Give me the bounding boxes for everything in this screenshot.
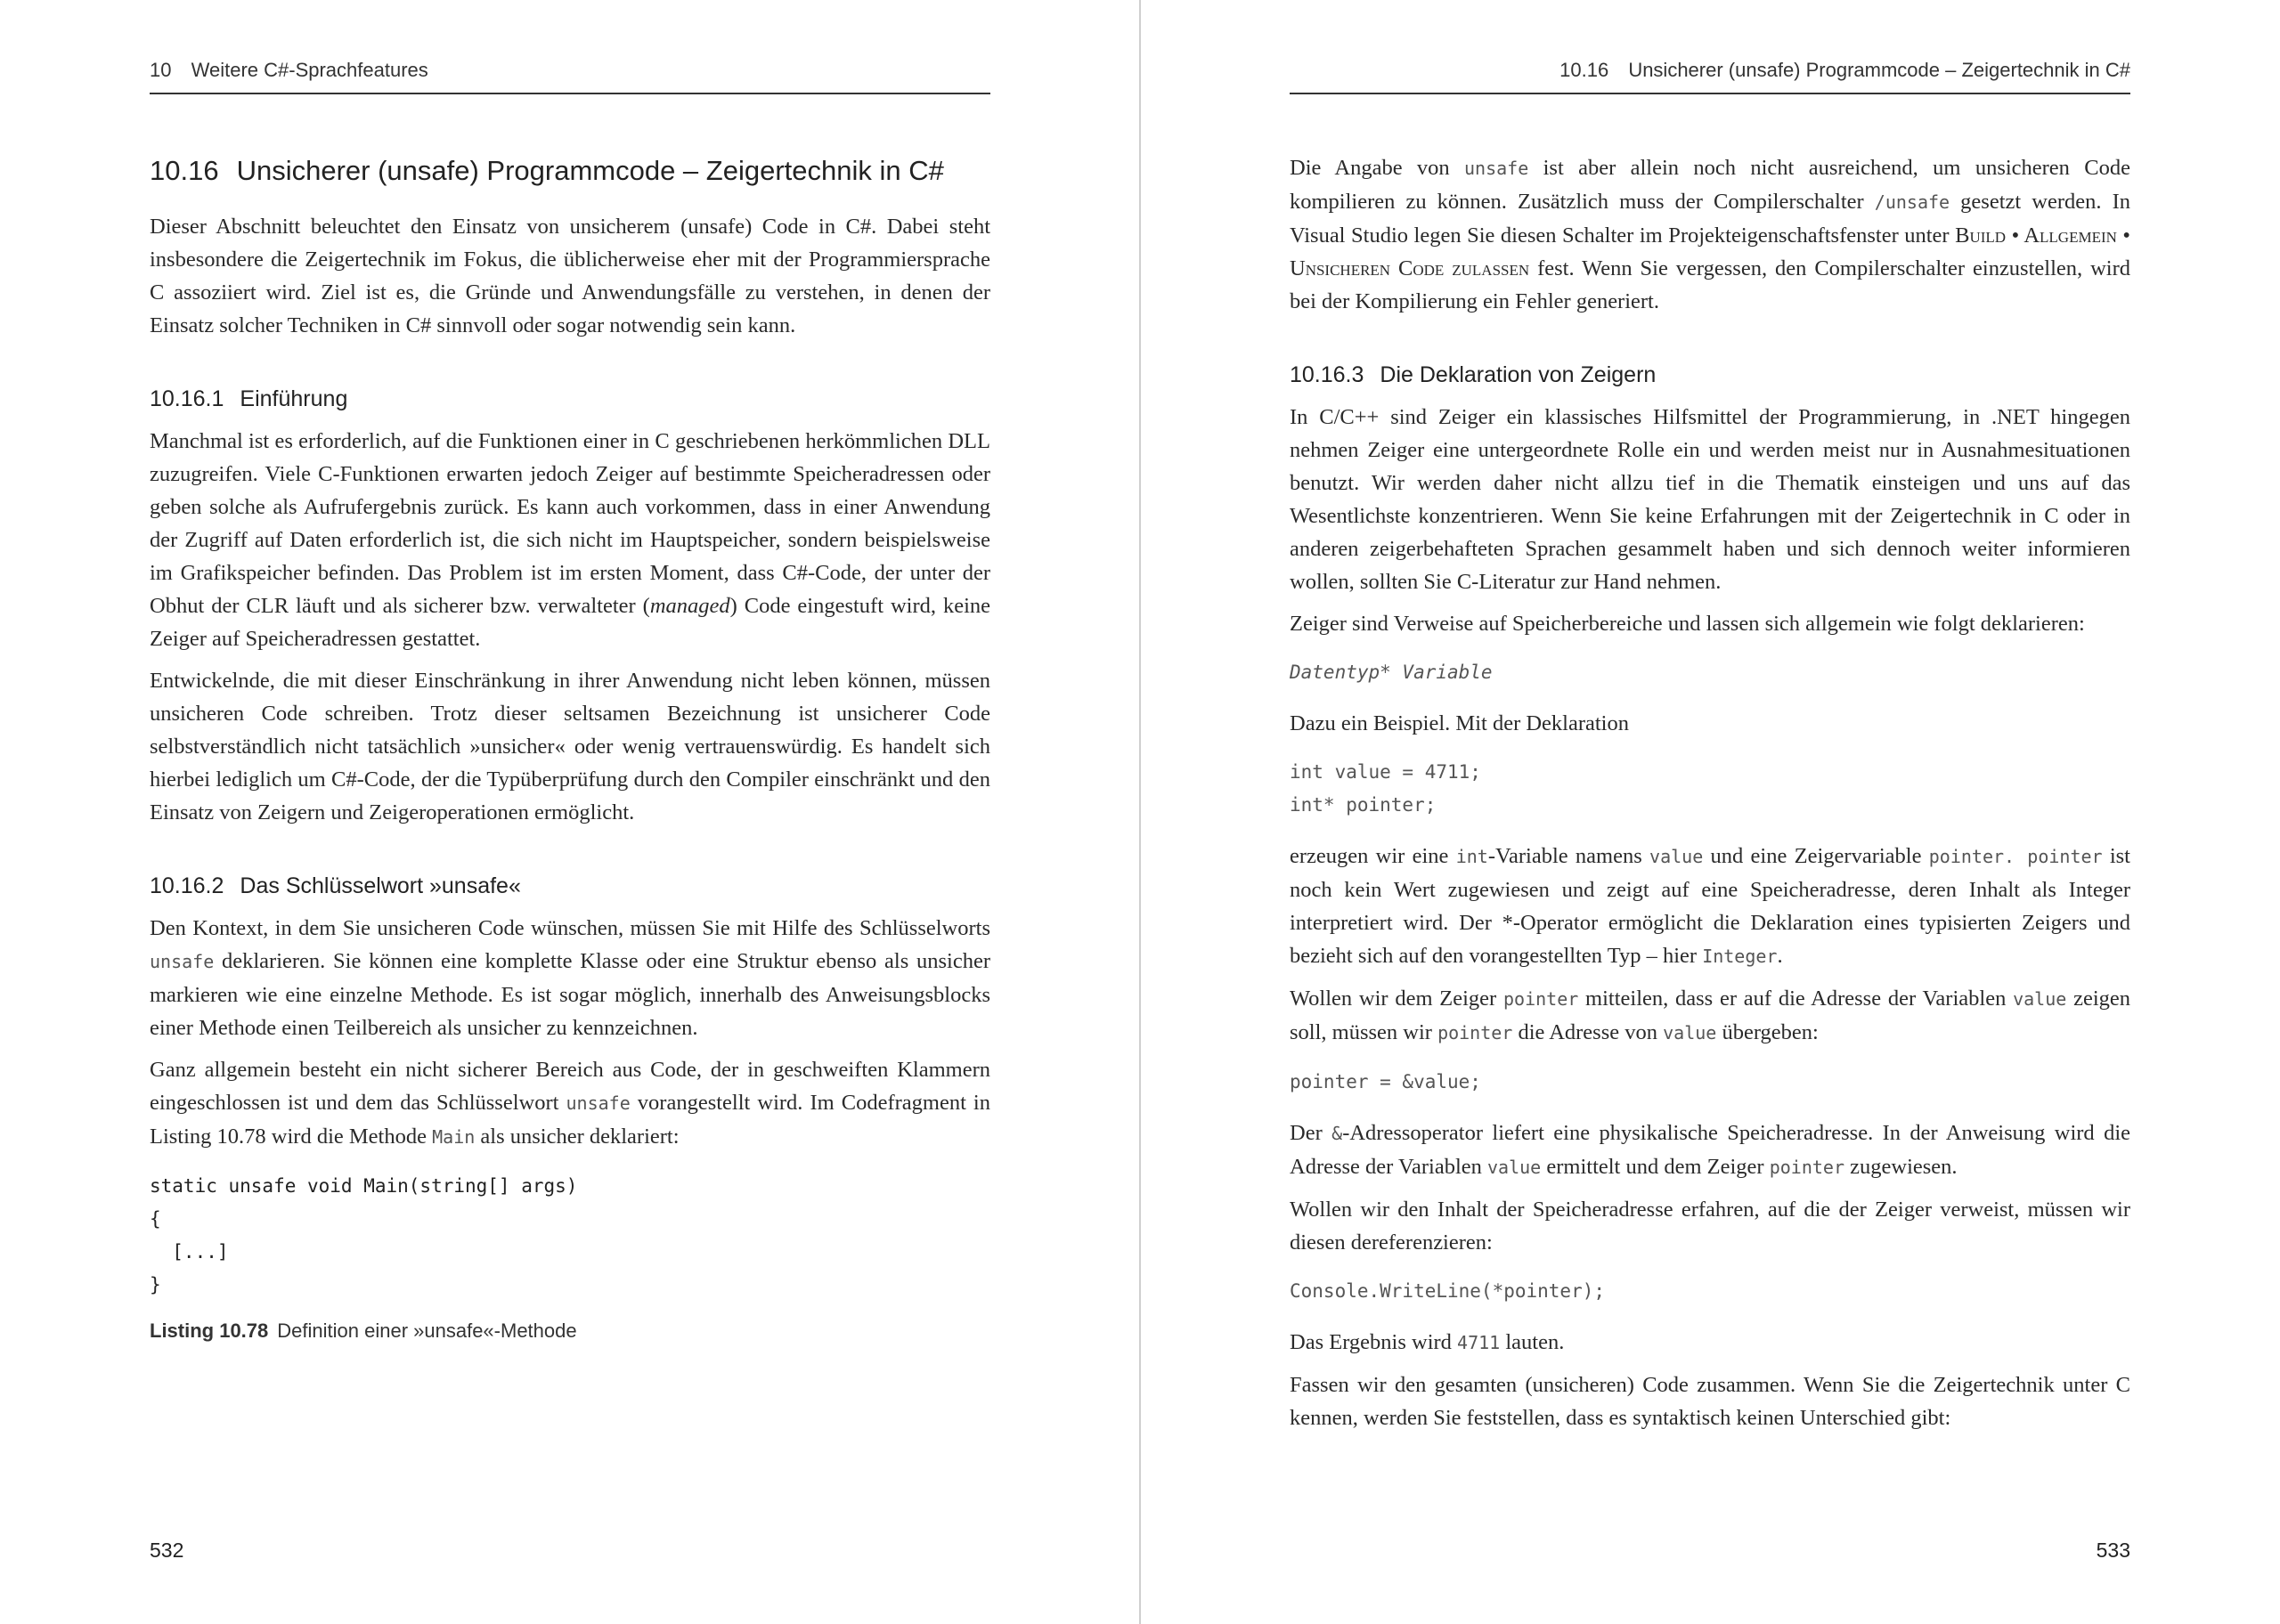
section-title: Unsicherer (unsafe) Programmcode – Zeigertechnik in C# bbox=[1628, 59, 2130, 81]
section-number: 10.16 bbox=[1559, 59, 1609, 81]
paragraph bbox=[1290, 1326, 2130, 1360]
subsection-heading-2 bbox=[150, 873, 990, 899]
paragraph: Zeiger sind Verweise auf Speicherbereiche und lassen sich allgemein wie folgt deklarieren: bbox=[1290, 612, 2085, 636]
menu-path: Build • Allgemein • Unsicheren Code zulassen bbox=[1290, 223, 2130, 280]
paragraph bbox=[150, 425, 990, 655]
inline-code: pointer. pointer bbox=[1928, 846, 2103, 867]
emphasis-text: managed bbox=[649, 594, 730, 618]
text-run: Ganz allgemein besteht ein nicht sicherer Bereich aus Code, der in geschweiften Klammern eingeschlossen ist und dem das Schlüsselwort bbox=[150, 1058, 990, 1115]
paragraph bbox=[150, 912, 990, 1044]
inline-code: int bbox=[1455, 846, 1488, 867]
inline-code: unsafe bbox=[566, 1092, 631, 1114]
inline-code: value bbox=[1487, 1157, 1542, 1178]
code-block: int value = 4711; int* pointer; bbox=[1290, 761, 1481, 816]
inline-code: value bbox=[1649, 846, 1704, 867]
left-content bbox=[150, 151, 990, 1343]
paragraph bbox=[1290, 1116, 2130, 1184]
inline-code: value bbox=[2013, 988, 2067, 1010]
text-run: als unsicher deklariert: bbox=[475, 1125, 680, 1149]
text-run: fest. Wenn Sie vergessen, den Compilerschalter einzustellen, wird bei der Kompilierung ein Fehler generiert. bbox=[1290, 256, 2130, 313]
inline-code: & bbox=[1331, 1123, 1343, 1144]
text-run: ist noch kein Wert zugewiesen und zeigt auf eine Speicheradresse, deren Inhalt als Integer interpretiert wird. Der *-Operator ermöglicht die Deklaration eines typisierten Zeigers und bezieht sich auf den vorangestellten Typ – hier bbox=[1290, 844, 2130, 968]
paragraph: Entwickelnde, die mit dieser Einschränkung in ihrer Anwendung nicht leben können, müssen unsicheren Code schreiben. Trotz dieser seltsamen Bezeichnung ist unsicherer Code selbstverständlich nicht tatsächlich »unsicher« oder wenig vertrauenswürdig. Es handelt sich hierbei lediglich um C#-Code, der die Typüberprüfung durch den Compiler einschränkt und den Einsatz von Zeigern und Zeigeroperationen ermöglicht. bbox=[150, 669, 990, 824]
paragraph bbox=[1290, 982, 2130, 1050]
text-run: deklarieren. Sie können eine komplette Klasse oder eine Struktur ebenso als unsicher markieren wie eine einzelne Methode. Es ist sogar möglich, innerhalb des Anweisungsblocks einer Methode einen Teilbereich als unsicher zu kennzeichnen. bbox=[150, 949, 990, 1040]
subsection-heading-1 bbox=[150, 386, 990, 412]
paragraph: Wollen wir den Inhalt der Speicheradresse erfahren, auf die der Zeiger verweist, müssen wir diesen dereferenzieren: bbox=[1290, 1198, 2130, 1255]
paragraph: In C/C++ sind Zeiger ein klassisches Hilfsmittel der Programmierung, in .NET hingegen nehmen Zeiger eine untergeordnete Rolle ein und werden meist nur in Ausnahmesituationen benutzt. Wir werden daher nicht allzu tief in die Thematik einsteigen und uns auf das Wesentlichste konzentrieren. Wenn Sie keine Erfahrungen mit der Zeigertechnik in C oder in anderen zeigerbehafteten Sprachen gesammelt haben und sich dennoch weiter informieren wollen, sollten Sie C-Literatur zur Hand nehmen. bbox=[1290, 405, 2130, 594]
inline-code: pointer bbox=[1437, 1022, 1513, 1043]
chapter-number: 10 bbox=[150, 59, 172, 81]
subsection-number: 10.16.3 bbox=[1290, 362, 1364, 387]
text-run: ermittelt und dem Zeiger bbox=[1541, 1155, 1770, 1179]
text-run: Die Angabe von bbox=[1290, 156, 1465, 180]
inline-code: Main bbox=[432, 1126, 476, 1148]
paragraph: Dazu ein Beispiel. Mit der Deklaration bbox=[1290, 711, 1629, 735]
text-run: -Adressoperator liefert eine physikalische Speicheradresse. In der Anweisung wird die Adresse der Variablen bbox=[1290, 1121, 2131, 1179]
text-run: Den Kontext, in dem Sie unsicheren Code wünschen, müssen Sie mit Hilfe des Schlüsselworts bbox=[150, 916, 990, 940]
text-run: und eine Zeigervariable bbox=[1703, 844, 1929, 868]
text-run: Manchmal ist es erforderlich, auf die Funktionen einer in C geschriebenen herkömmlichen DLL zuzugreifen. Viele C-Funktionen erwarten jedoch Zeiger auf bestimmte Speicheradressen oder geben solche als Aufrufergebnis zurück. Es kann auch vorkommen, dass in einer Anwendung der Zugriff auf Daten erforderlich ist, die sich nicht im Hauptspeicher, sondern beispielsweise im Grafikspeicher befinden. Das Problem ist im ersten Moment, dass C#-Code, der unter der Obhut der CLR läuft und als sicherer bzw. verwalteter ( bbox=[150, 429, 990, 618]
text-run: zugewiesen. bbox=[1844, 1155, 1958, 1179]
text-run: lauten. bbox=[1500, 1330, 1565, 1354]
inline-code: pointer bbox=[1502, 988, 1579, 1010]
text-run: ) Code eingestuft wird, keine Zeiger auf Speicheradressen gestattet. bbox=[150, 594, 991, 651]
subsection-title: Die Deklaration von Zeigern bbox=[1380, 362, 1657, 387]
left-page bbox=[150, 0, 990, 1624]
text-run: erzeugen wir eine bbox=[1290, 844, 1456, 868]
right-content bbox=[1290, 151, 2130, 1443]
text-run: Der bbox=[1290, 1121, 1332, 1145]
section-number: 10.16 bbox=[150, 155, 219, 186]
listing-text: Definition einer »unsafe«-Methode bbox=[277, 1320, 577, 1342]
text-run: gesetzt werden. In Visual Studio legen Sie diesen Schalter im Projekteigenschaftsfenster unter bbox=[1290, 190, 2131, 248]
text-run: ist aber allein noch nicht ausreichend, um unsicheren Code kompilieren zu können. Zusätzlich muss der Compilerschalter bbox=[1290, 156, 2130, 214]
code-block: static unsafe void Main(string[] args) { [...] } bbox=[150, 1175, 578, 1295]
paragraph bbox=[150, 1053, 990, 1154]
right-page bbox=[1290, 0, 2130, 1624]
inline-code: value bbox=[1663, 1022, 1717, 1043]
paragraph bbox=[1290, 151, 2130, 318]
page-number-left: 532 bbox=[150, 1539, 184, 1562]
text-run: übergeben: bbox=[1716, 1020, 1819, 1044]
inline-code: unsafe bbox=[1464, 158, 1529, 179]
subsection-number: 10.16.1 bbox=[150, 386, 224, 411]
inline-code: pointer bbox=[1769, 1157, 1845, 1178]
text-run: Wollen wir dem Zeiger bbox=[1290, 987, 1503, 1011]
text-run: vorangestellt wird. Im Codefragment in Listing 10.78 wird die Methode bbox=[150, 1091, 990, 1149]
text-run: zeigen soll, müssen wir bbox=[1290, 987, 2131, 1044]
text-run: die Adresse von bbox=[1512, 1020, 1664, 1044]
paragraph bbox=[1290, 840, 2130, 973]
paragraph: Fassen wir den gesamten (unsicheren) Code zusammen. Wenn Sie die Zeigertechnik unter C kennen, werden Sie feststellen, dass es syntaktisch keinen Unterschied gibt: bbox=[1290, 1373, 2130, 1430]
text-run: -Variable namens bbox=[1487, 844, 1650, 868]
intro-paragraph: Dieser Abschnitt beleuchtet den Einsatz von unsicherem (unsafe) Code in C#. Dabei steht insbesondere die Zeigertechnik im Fokus, die üblicherweise eher mit der Programmiersprache C assoziiert wird. Ziel ist es, die Gründe und Anwendungsfälle zu verstehen, in denen der Einsatz solcher Techniken in C# sinnvoll oder sogar notwendig sein kann. bbox=[150, 215, 990, 337]
listing-caption bbox=[150, 1320, 990, 1343]
text-run: mitteilen, dass er auf die Adresse der Variablen bbox=[1578, 987, 2014, 1011]
inline-code: Integer bbox=[1702, 946, 1778, 967]
syntax-block: Datentyp* Variable bbox=[1290, 662, 1493, 683]
inline-code: unsafe bbox=[150, 951, 215, 972]
text-run: . bbox=[1777, 944, 1783, 968]
subsection-title: Einführung bbox=[240, 386, 348, 411]
running-head-right bbox=[1290, 59, 2130, 94]
chapter-title: Weitere C#-Sprachfeatures bbox=[191, 59, 428, 81]
page-number-right: 533 bbox=[2096, 1539, 2130, 1562]
listing-label: Listing 10.78 bbox=[150, 1320, 269, 1342]
gutter-divider bbox=[1139, 0, 1141, 1624]
subsection-number: 10.16.2 bbox=[150, 873, 224, 898]
subsection-heading-3 bbox=[1290, 362, 2130, 388]
section-title: Unsicherer (unsafe) Programmcode – Zeigertechnik in C# bbox=[236, 155, 944, 186]
code-block: pointer = &value; bbox=[1290, 1071, 1481, 1092]
code-block: Console.WriteLine(*pointer); bbox=[1290, 1280, 1606, 1302]
inline-code: /unsafe bbox=[1874, 191, 1950, 213]
subsection-title: Das Schlüsselwort »unsafe« bbox=[240, 873, 521, 898]
text-run: Das Ergebnis wird bbox=[1290, 1330, 1458, 1354]
running-head-left bbox=[150, 59, 990, 94]
section-heading bbox=[150, 155, 990, 187]
inline-code: 4711 bbox=[1457, 1332, 1501, 1353]
